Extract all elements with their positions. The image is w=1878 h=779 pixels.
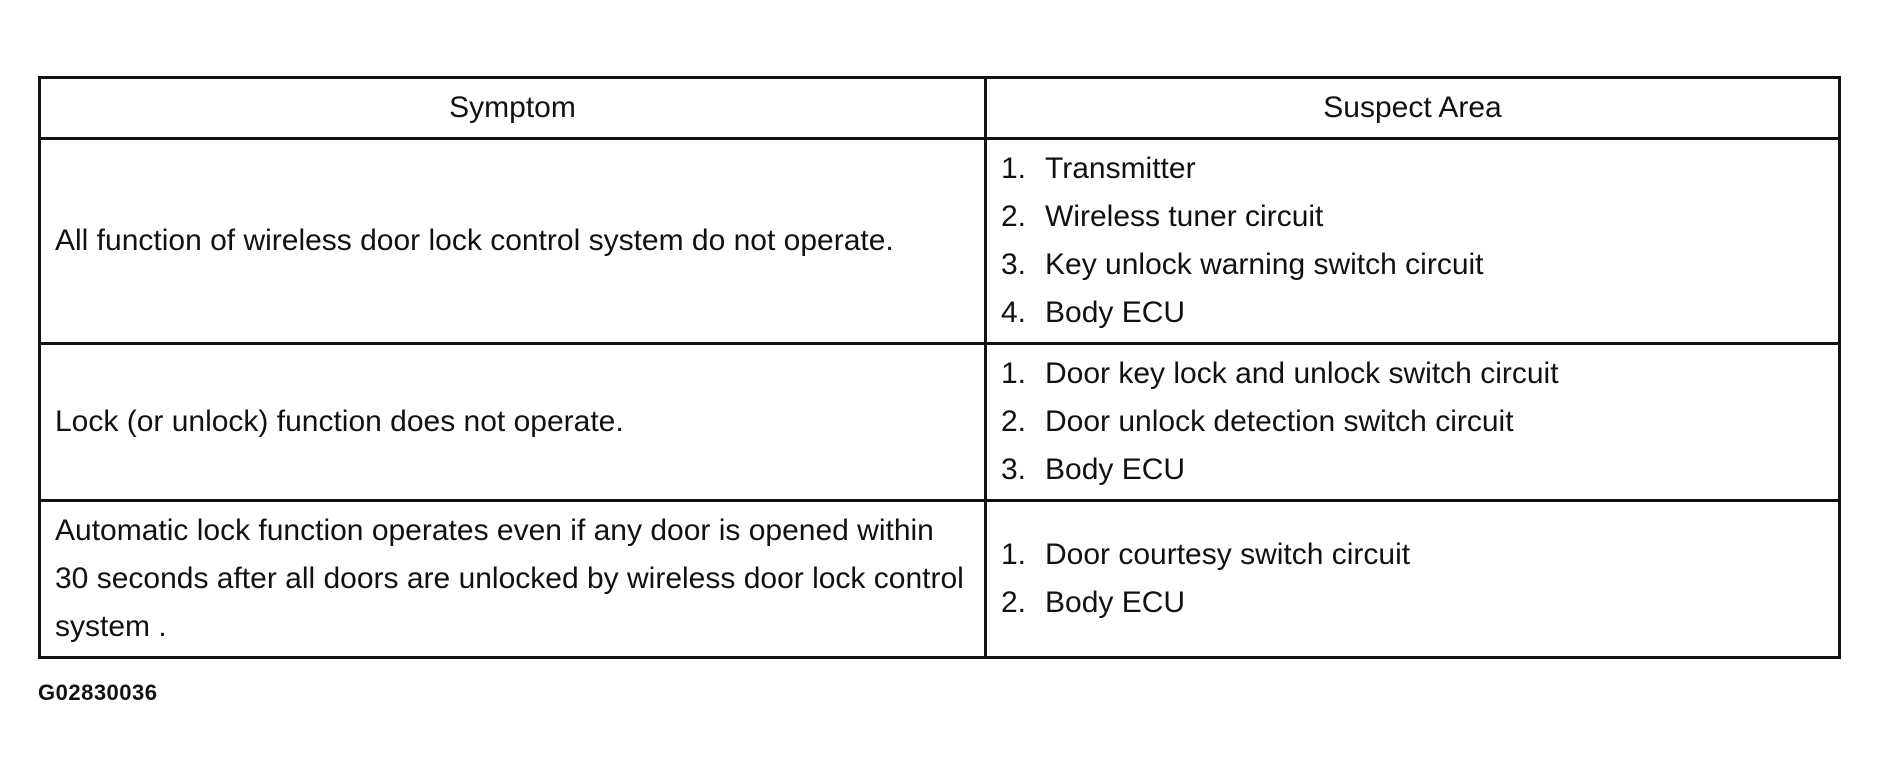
suspect-number: 3.: [1001, 453, 1027, 486]
suspect-text: Key unlock warning switch circuit: [1045, 248, 1484, 281]
suspect-text: Door key lock and unlock switch circuit: [1045, 357, 1559, 390]
suspect-item: [1001, 350, 1824, 398]
table-row: [40, 501, 1840, 658]
suspect-number: 1.: [1001, 357, 1027, 390]
table-header-row: [40, 78, 1840, 139]
suspect-item: [1001, 398, 1824, 446]
suspect-number: 1.: [1001, 152, 1027, 185]
suspect-area-cell: [986, 501, 1840, 658]
suspect-item: [1001, 289, 1824, 337]
suspect-text: Transmitter: [1045, 152, 1196, 185]
suspect-text: Body ECU: [1045, 586, 1186, 619]
symptom-cell: All function of wireless door lock control system do not operate.: [40, 139, 986, 344]
table-row: [40, 139, 1840, 344]
suspect-item: [1001, 193, 1824, 241]
header-suspect-area: Suspect Area: [986, 78, 1840, 139]
suspect-number: 2.: [1001, 586, 1027, 619]
suspect-area-cell: [986, 344, 1840, 501]
suspect-list: [1001, 350, 1824, 494]
suspect-number: 2.: [1001, 405, 1027, 438]
suspect-text: Door courtesy switch circuit: [1045, 538, 1411, 571]
suspect-item: [1001, 446, 1824, 494]
suspect-text: Body ECU: [1045, 296, 1186, 329]
suspect-text: Door unlock detection switch circuit: [1045, 405, 1514, 438]
symptom-cell: Automatic lock function operates even if any door is opened within 30 seconds after all doors are unlocked by wireless door lock control system .: [40, 501, 986, 658]
header-symptom: Symptom: [40, 78, 986, 139]
symptom-cell: Lock (or unlock) function does not operate.: [40, 344, 986, 501]
suspect-number: 2.: [1001, 200, 1027, 233]
suspect-number: 1.: [1001, 538, 1027, 571]
suspect-number: 3.: [1001, 248, 1027, 281]
suspect-item: [1001, 145, 1824, 193]
table-row: [40, 344, 1840, 501]
suspect-item: [1001, 531, 1824, 579]
figure-id: G02830036: [38, 680, 158, 705]
suspect-list: [1001, 531, 1824, 627]
symptom-table: [38, 76, 1841, 659]
suspect-area-cell: [986, 139, 1840, 344]
suspect-text: Body ECU: [1045, 453, 1186, 486]
suspect-item: [1001, 241, 1824, 289]
suspect-number: 4.: [1001, 296, 1027, 329]
suspect-list: [1001, 145, 1824, 337]
suspect-item: [1001, 579, 1824, 627]
suspect-text: Wireless tuner circuit: [1045, 200, 1324, 233]
